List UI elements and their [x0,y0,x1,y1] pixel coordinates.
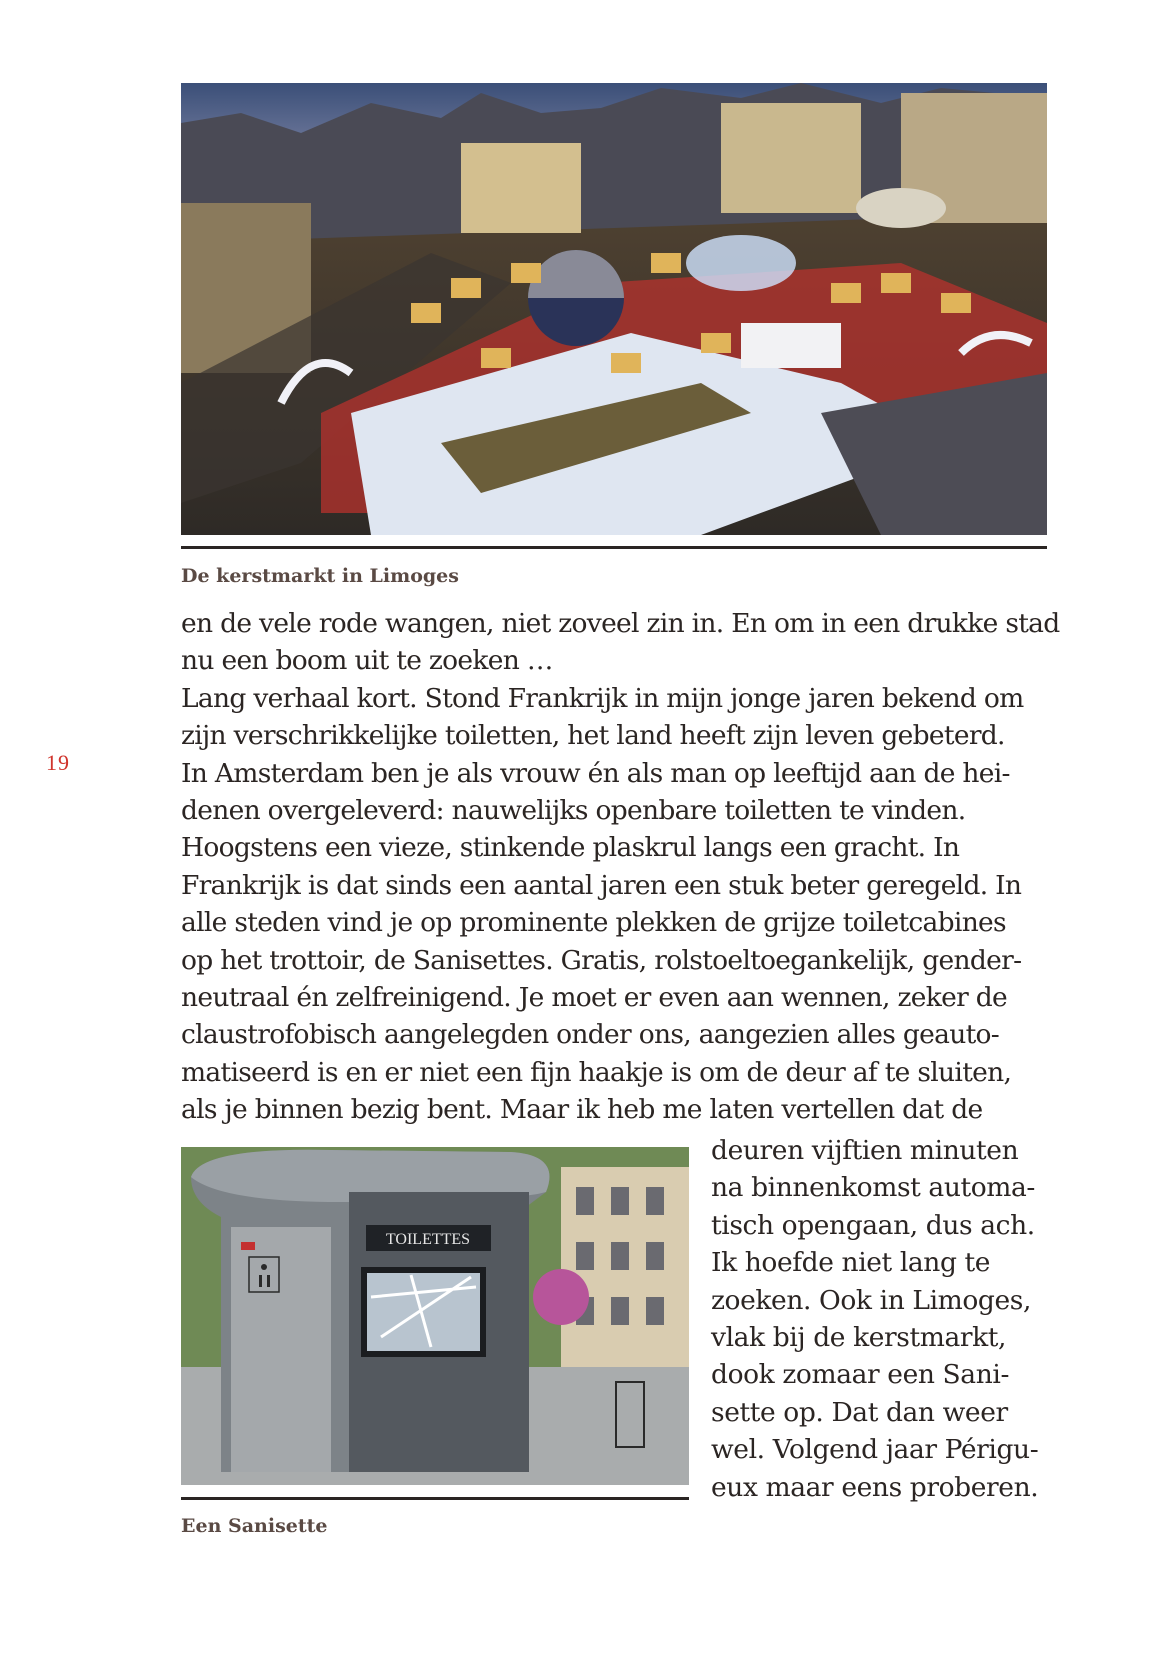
text-line: alle steden vind je op prominente plekken de grijze toiletcabines [181,907,1006,939]
text-line: matiseerd is en er niet een fijn haakje is om de deur af te sluiten, [181,1056,1012,1088]
body-text-main [181,605,1060,1129]
text-line: vlak bij de kerstmarkt, [711,1322,1007,1354]
text-line: dook zomaar een Sani- [711,1359,1009,1391]
text-line: eux maar eens proberen. [711,1471,1039,1503]
christmas-market-photo [181,83,1047,535]
christmas-market-image [181,83,1047,535]
text-line: Frankrijk is dat sinds een aantal jaren een stuk beter geregeld. In [181,869,1022,901]
caption-rule-top [181,546,1047,549]
text-line: zoeken. Ook in Limoges, [711,1284,1032,1316]
toilettes-sign-text: TOILETTES [385,1231,471,1248]
text-line: deuren vijftien minuten [711,1135,1019,1166]
text-line: neutraal én zelfreinigend. Je moet er even aan wennen, zeker de [181,982,1008,1014]
text-line: Lang verhaal kort. Stond Frankrijk in mijn jonge jaren bekend om [181,682,1024,714]
text-line: denen overgeleverd: nauwelijks openbare toiletten te vinden. [181,795,966,827]
text-line: na binnenkomst automa- [711,1172,1035,1204]
text-line: tisch opengaan, dus ach. [711,1209,1035,1241]
text-line: In Amsterdam ben je als vrouw én als man op leeftijd aan de hei- [181,757,1010,789]
figure-caption-christmas-market: De kerstmarkt in Limoges [181,565,459,587]
text-line: nu een boom uit te zoeken … [181,645,553,677]
text-line: en de vele rode wangen, niet zoveel zin in. En om in een drukke stad [181,608,1060,639]
page-number: 19 [46,750,70,775]
sanisette-image [181,1147,689,1485]
text-line: Ik hoefde niet lang te [711,1247,991,1279]
text-line: op het trottoir, de Sanisettes. Gratis, rolstoeltoegankelijk, gender- [181,944,1022,976]
text-line: Hoogstens een vieze, stinkende plaskrul langs een gracht. In [181,832,960,864]
text-line: wel. Volgend jaar Périgu- [711,1434,1039,1466]
text-line: zijn verschrikkelijke toiletten, het land heeft zijn leven gebeterd. [181,720,1005,752]
body-text-side-column [711,1132,1051,1506]
sanisette-photo [181,1147,689,1485]
figure-caption-sanisette: Een Sanisette [181,1515,328,1537]
caption-rule-bottom [181,1497,689,1500]
text-line: als je binnen bezig bent. Maar ik heb me laten vertellen dat de [181,1094,983,1126]
text-line: claustrofobisch aangelegden onder ons, aangezien alles geauto- [181,1019,1000,1051]
text-line: sette op. Dat dan weer [711,1396,1008,1428]
